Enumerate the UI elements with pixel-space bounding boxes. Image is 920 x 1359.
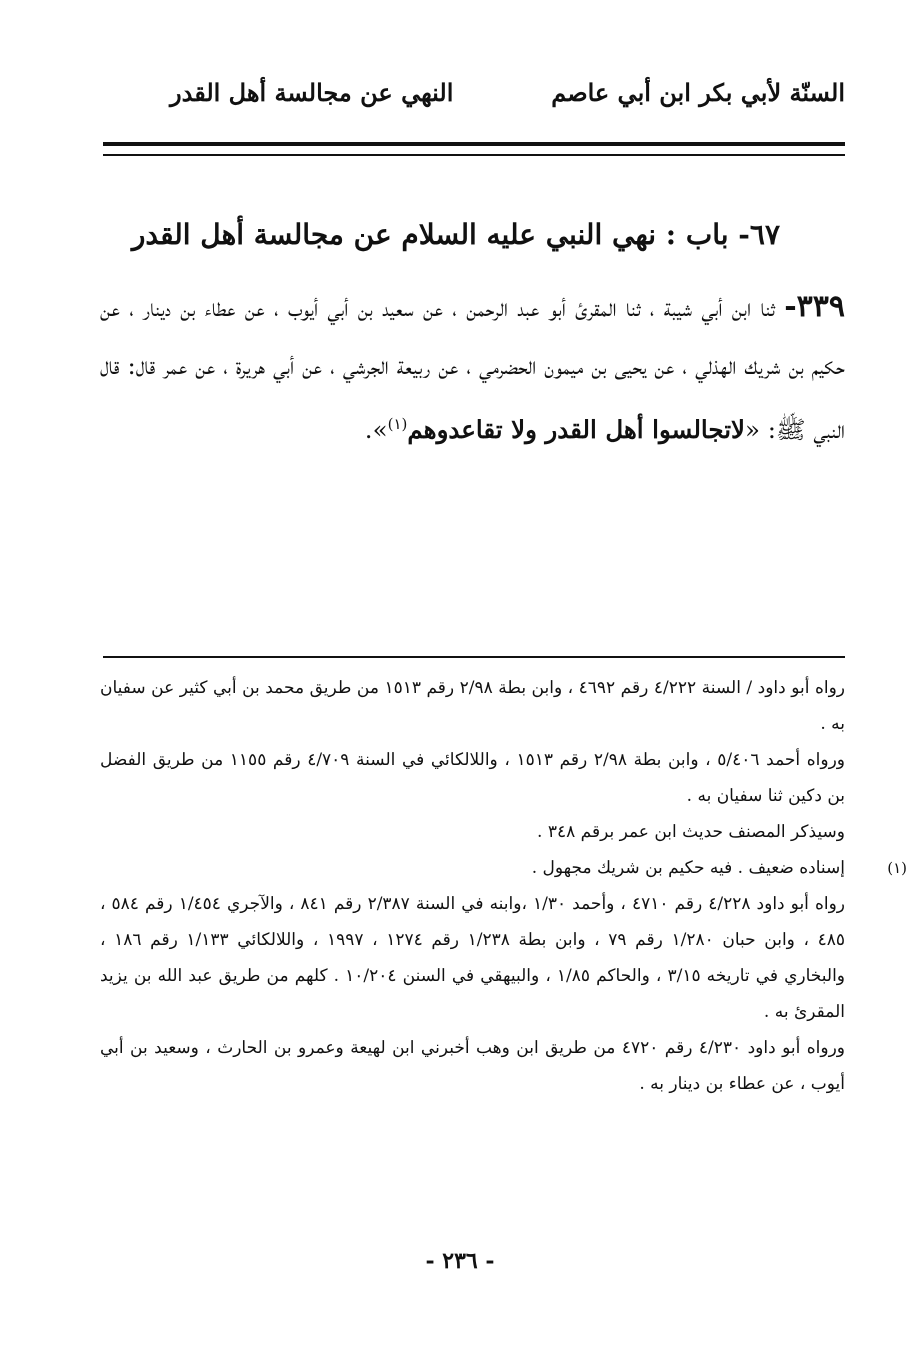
footnote-marker: (١) (887, 859, 907, 877)
hadith-number: ٣٣٩- (784, 289, 845, 324)
header-rule-thin (103, 154, 845, 156)
footnote-paragraph: رواه أبو داود / السنة ٤/٢٢٢ رقم ٤٦٩٢ ، وابن بطة ٢/٩٨ رقم ١٥١٣ من طريق محمد بن أبي كثير عن سفيان به . (100, 678, 846, 734)
page-number: - ٢٣٦ - (425, 1248, 495, 1274)
footnote-paragraph: ورواه أحمد ٥/٤٠٦ ، وابن بطة ٢/٩٨ رقم ١٥١٣ ، واللالكائي في السنة ٤/٧٠٩ رقم ١١٥٥ من طريق الفضل بن دكين ثنا سفيان به . (100, 750, 845, 806)
hadith-isnad: ثنا ابن أبي شيبة ، ثنا المقرئ أبو عبد الرحمن ، عن سعيد بن أبي أيوب ، عن عطاء بن دينار ، عن حكيم بن شريك الهذلي ، عن يحيى بن ميمون الحضرمي ، عن ربيعة الجرشي ، عن أبي هريرة ، عن عمر قال: قال النبي ﷺ: « (100, 293, 845, 445)
footnotes-section (100, 670, 907, 1102)
hadith-matn: لاتجالسوا أهل القدر ولا تقاعدوهم (407, 415, 745, 445)
running-header (100, 78, 845, 118)
footnote-paragraph: إسناده ضعيف . فيه حكيم بن شريك مجهول . (531, 858, 845, 878)
hadith-text (100, 278, 845, 459)
footnote-paragraph: ورواه أبو داود ٤/٢٣٠ رقم ٤٧٢٠ من طريق ابن وهب أخبرني ابن لهيعة وعمرو بن الحارث ، وسعيد بن أبي أيوب ، عن عطاء بن دينار به . (100, 1038, 845, 1094)
footnote-paragraph: رواه أبو داود ٤/٢٢٨ رقم ٤٧١٠ ، وأحمد ١/٣٠ ،وابنه في السنة ٢/٣٨٧ رقم ٨٤١ ، والآجري ١/٤٥٤ رقم ٥٨٤ ، ٤٨٥ ، وابن حبان ١/٢٨٠ رقم ٧٩ ، وابن بطة ١/٢٣٨ رقم ١٢٧٤ ، ١٩٩٧ ، واللالكائي ١/١٣٣ رقم ١٨٦ ، والبخاري في تاريخه ٣/١٥ ، والحاكم ١/٨٥ ، والبيهقي في السنن ١٠/٢٠٤ . كلهم من طريق عبد الله بن يزيد المقرئ به . (100, 894, 846, 1022)
footnote-entry (100, 850, 907, 886)
footnote-reference: (١) (387, 415, 408, 433)
book-title-header: السنّة لأبي بكر ابن أبي عاصم (551, 78, 845, 107)
footnote-paragraph: وسيذكر المصنف حديث ابن عمر برقم ٣٤٨ . (537, 822, 845, 842)
footnote-rule (103, 656, 845, 658)
hadith-closing: ». (364, 415, 388, 445)
chapter-topic-header: النهي عن مجالسة أهل القدر (170, 78, 454, 107)
chapter-title: ٦٧- باب : نهي النبي عليه السلام عن مجالسة أهل القدر (131, 218, 780, 251)
header-rule-thick (103, 142, 845, 146)
